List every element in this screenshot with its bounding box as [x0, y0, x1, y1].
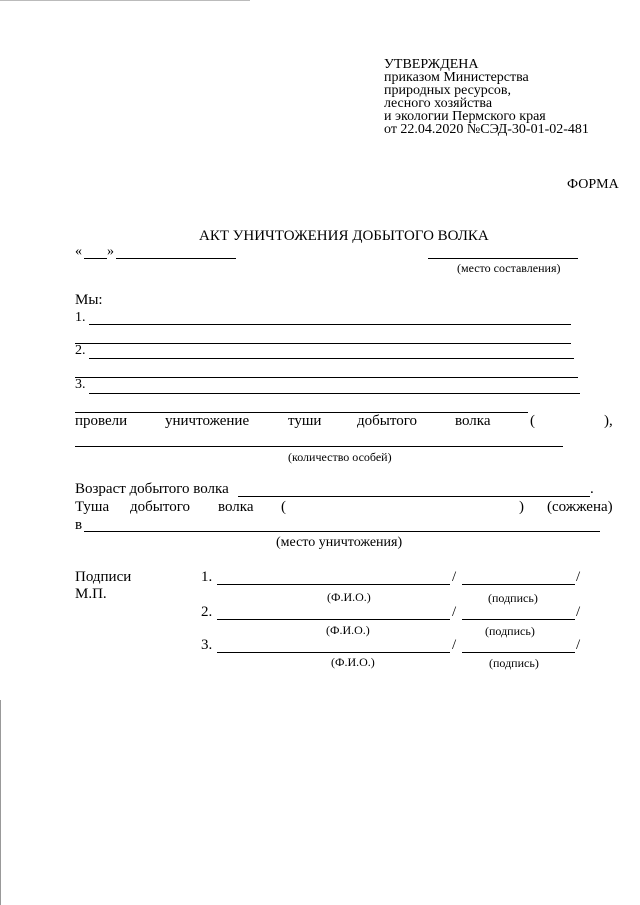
- close-paren: ),: [604, 413, 613, 429]
- carried-out-word: уничтожение: [165, 413, 250, 429]
- date-open-quote: «: [75, 244, 82, 259]
- member-number: 3.: [75, 377, 86, 392]
- place-field[interactable]: [428, 258, 578, 259]
- date-close-quote: »: [107, 244, 114, 259]
- signature-1-sign-field[interactable]: [462, 584, 575, 585]
- signature-2-fio-field[interactable]: [217, 619, 450, 620]
- approval-line: приказом Министерства: [384, 70, 529, 85]
- carcass-open-paren: (: [281, 499, 286, 515]
- sign-caption: (подпись): [488, 591, 538, 605]
- form-label: ФОРМА: [567, 177, 619, 192]
- slash: /: [576, 604, 581, 620]
- count-field[interactable]: [75, 446, 563, 447]
- carcass-close-paren: ): [519, 499, 524, 515]
- count-caption: (количество особей): [288, 450, 392, 464]
- carried-out-word: волка: [455, 413, 491, 429]
- member-3-field[interactable]: [89, 393, 580, 394]
- carcass-word: волка: [218, 499, 254, 515]
- signature-number: 2.: [201, 604, 213, 620]
- age-field[interactable]: [238, 496, 590, 497]
- member-1-field-cont[interactable]: [75, 343, 571, 344]
- date-month-year-field[interactable]: [116, 258, 236, 259]
- slash: /: [576, 569, 581, 585]
- approval-line: от 22.04.2020 №СЭД-30-01-02-481: [384, 122, 589, 137]
- member-2-field[interactable]: [89, 358, 574, 359]
- age-end: .: [590, 481, 594, 497]
- approval-line: и экологии Пермского края: [384, 109, 546, 124]
- signature-1-fio-field[interactable]: [217, 584, 450, 585]
- fio-caption: (Ф.И.О.): [326, 623, 370, 637]
- fio-caption: (Ф.И.О.): [331, 655, 375, 669]
- signatures-label: Подписи: [75, 569, 132, 585]
- member-1-field[interactable]: [89, 324, 571, 325]
- carcass-word: добытого: [130, 499, 190, 515]
- signature-number: 3.: [201, 637, 213, 653]
- signature-number: 1.: [201, 569, 213, 585]
- carcass-status: (сожжена): [547, 499, 613, 515]
- carried-out-word: провели: [75, 413, 128, 429]
- signature-3-fio-field[interactable]: [217, 652, 450, 653]
- place-caption: (место составления): [457, 261, 561, 275]
- slash: /: [452, 637, 457, 653]
- slash: /: [452, 569, 457, 585]
- stamp-label: М.П.: [75, 586, 107, 602]
- sign-caption: (подпись): [489, 656, 539, 670]
- destroy-caption: (место уничтожения): [276, 535, 403, 550]
- carcass-prep: в: [75, 517, 83, 533]
- scan-edge-top: [0, 0, 250, 1]
- open-paren: (: [530, 413, 535, 429]
- carcass-word: Туша: [75, 499, 110, 515]
- approval-line: природных ресурсов,: [384, 83, 512, 98]
- member-number: 2.: [75, 343, 86, 358]
- scan-edge-left: [0, 700, 1, 905]
- carried-out-word: добытого: [357, 413, 417, 429]
- approval-line: лесного хозяйства: [384, 96, 493, 111]
- we-label: Мы:: [75, 292, 103, 308]
- member-2-field-cont[interactable]: [75, 377, 578, 378]
- signature-3-sign-field[interactable]: [462, 652, 575, 653]
- carried-out-word: туши: [288, 413, 322, 429]
- date-day-field[interactable]: [84, 258, 107, 259]
- signature-2-sign-field[interactable]: [462, 619, 575, 620]
- member-number: 1.: [75, 310, 86, 325]
- sign-caption: (подпись): [485, 624, 535, 638]
- approval-line: УТВЕРЖДЕНА: [384, 57, 479, 72]
- age-label: Возраст добытого волка: [75, 481, 229, 497]
- page-title: АКТ УНИЧТОЖЕНИЯ ДОБЫТОГО ВОЛКА: [199, 228, 489, 244]
- destroy-place-field[interactable]: [84, 531, 600, 532]
- slash: /: [452, 604, 457, 620]
- slash: /: [576, 637, 581, 653]
- fio-caption: (Ф.И.О.): [327, 590, 371, 604]
